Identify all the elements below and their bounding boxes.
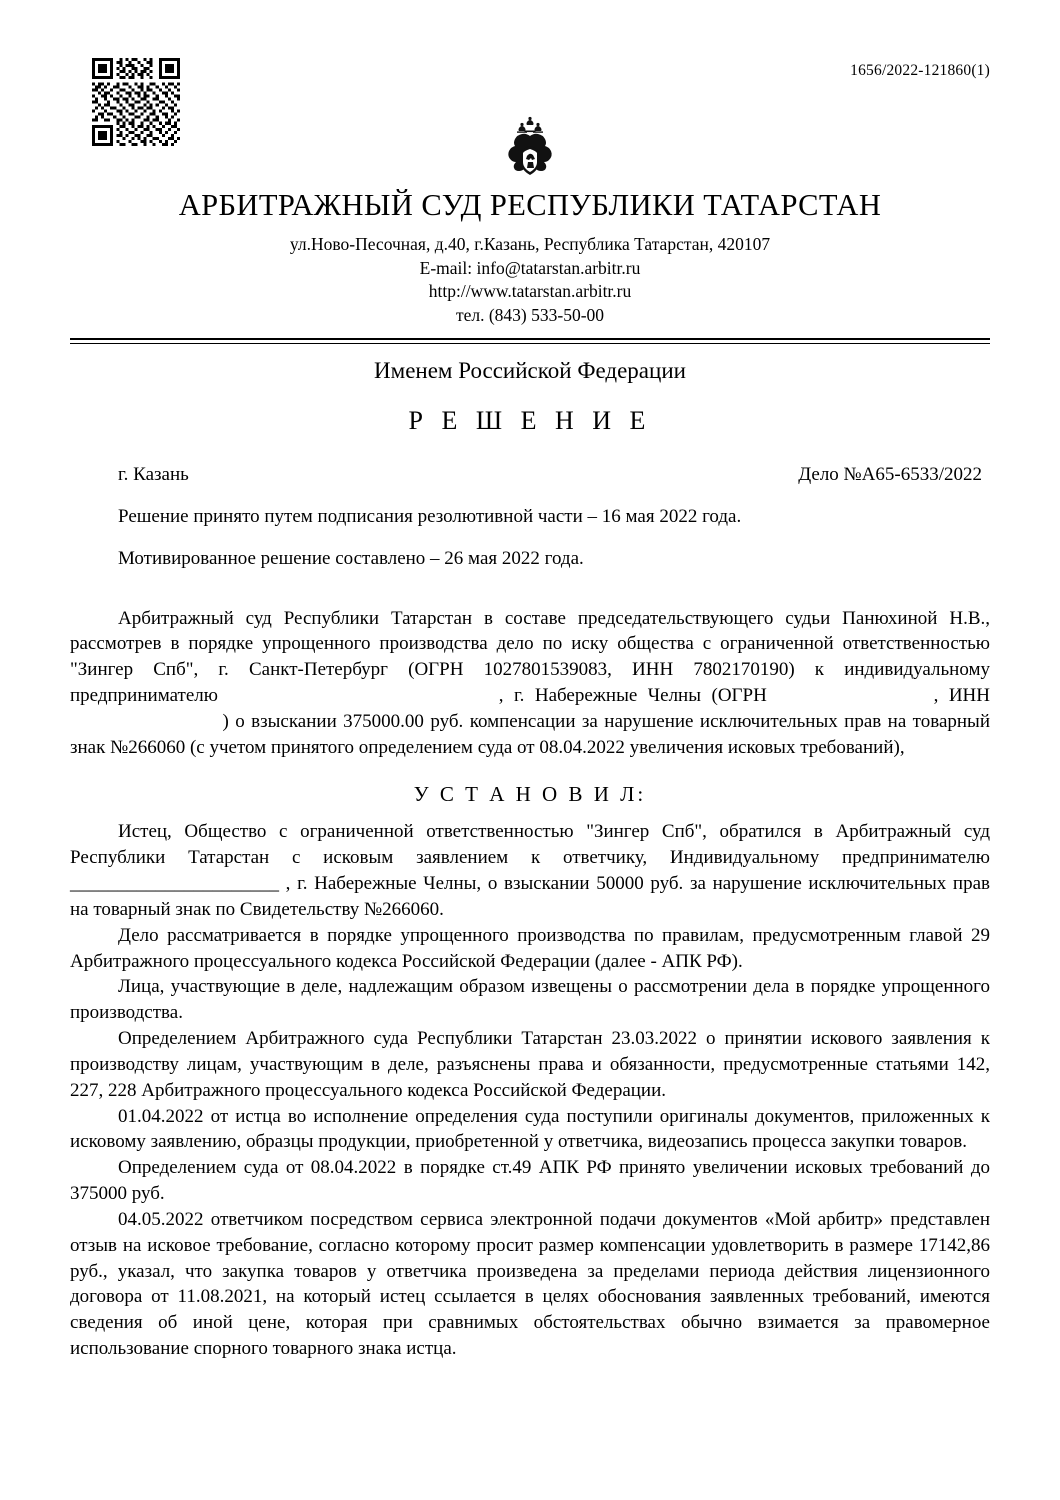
court-title: АРБИТРАЖНЫЙ СУД РЕСПУБЛИКИ ТАТАРСТАН — [178, 188, 882, 222]
header-divider — [70, 338, 990, 344]
intro-text — [70, 606, 990, 761]
established-paragraph-7: 04.05.2022 ответчиком посредством сервиса электронной подачи документов «Мой арбитр» представлен отзыв на исковое требование, согласно которому просит размер компенсации удовлетворить в размере 17142,86 руб., указал, что закупка товаров у ответчика произведена за пределами периода действия лицензионного договора от 11.08.2021, на который истец ссылается в целях обоснования заявленных требований, имеются сведения об иной цене, которая при сравнимых обстоятельствах обычно взимается за правомерное использование спорного товарного знака истца. — [70, 1208, 990, 1360]
document-header-row — [70, 40, 990, 150]
intro-part-b: , г. Набережные Челны (ОГРН — [498, 684, 767, 706]
established-paragraph-2: Дело рассматривается в порядке упрощенного производства по правилам, предусмотренным главой 29 Арбитражного процессуального кодекса Российской Федерации (далее - АПК РФ). — [70, 924, 990, 972]
intro-part-d: ) о взыскании 375000.00 руб. компенсации за нарушение исключительных прав на товарный знак №266060 (с учетом принятого определением суда от 08.04.2022 увеличения исковых требований), — [70, 710, 990, 758]
decision-heading: Р Е Ш Е Н И Е — [408, 405, 652, 435]
court-address: ул.Ново-Песочная, д.40, г.Казань, Республика Татарстан, 420107 — [289, 234, 771, 254]
court-phone: тел. (843) 533-50-00 — [455, 304, 605, 325]
resolution-date-line: Решение принято путем подписания резолютивной части – 16 мая 2022 года. — [118, 505, 742, 527]
case-meta-row — [70, 464, 990, 486]
court-website: http://www.tatarstan.arbitr.ru — [428, 281, 632, 302]
intro-part-a: Арбитражный суд Республики Татарстан в составе председательствующего судьи Панюхиной Н.В., рассмотрев в порядке упрощенного производства дело по иску общества с ограниченной ответственностью "Зингер Спб", г. Санкт-Петербург (ОГРН 1027801539083, ИНН 7802170190) к индивидуальному предпринимателю — [70, 607, 990, 706]
established-paragraph-6: Определением суда от 08.04.2022 в порядке ст.49 АПК РФ принято увеличении исковых требований до 375000 руб. — [70, 1157, 990, 1205]
intro-paragraph — [70, 606, 990, 761]
court-email: E-mail: info@tatarstan.arbitr.ru — [419, 257, 641, 278]
motivated-date-line: Мотивированное решение составлено – 26 мая 2022 года. — [118, 547, 584, 569]
case-number: Дело №А65-6533/2022 — [798, 463, 982, 485]
document-code: 1656/2022-121860(1) — [850, 62, 990, 79]
established-paragraph-3: Лица, участвующие в деле, надлежащим образом извещены о рассмотрении дела в порядке упрощенного производства. — [70, 976, 990, 1024]
established-body — [70, 819, 990, 1361]
in-name-of-federation: Именем Российской Федерации — [374, 357, 686, 383]
established-paragraph-4: Определением Арбитражного суда Республики Татарстан 23.03.2022 о принятии искового заявления к производству лицам, участвующим в деле, разъяснены права и обязанности, предусмотренные статьями 142, 227, 228 Арбитражного процессуального кодекса Российской Федерации. — [70, 1028, 990, 1101]
city-label: г. Казань — [118, 463, 189, 485]
established-heading: У С Т А Н О В И Л: — [413, 782, 647, 807]
qr-code-icon — [92, 58, 180, 146]
established-paragraph-5: 01.04.2022 от истца во исполнение определения суда поступили оригиналы документов, приложенных к исковому заявлению, образцы продукции, приобретенной у ответчика, видеозапись процесса закупки товаров. — [70, 1105, 990, 1153]
redacted-ogrn — [767, 683, 934, 709]
redacted-defendant-name — [218, 683, 499, 709]
established-paragraph-1: Истец, Общество с ограниченной ответственностью "Зингер Спб", обратился в Арбитражный суд Республики Татарстан с исковым заявлением к ответчику, Индивидуальному предпринимателю ______________________ , г. Набережные Челны, о взыскании 50000 руб. за нарушение исключительных прав на товарный знак по Свидетельству №266060. — [70, 821, 990, 920]
court-contacts — [70, 233, 990, 328]
intro-part-c: , ИНН — [933, 684, 990, 706]
redacted-inn — [70, 709, 223, 735]
